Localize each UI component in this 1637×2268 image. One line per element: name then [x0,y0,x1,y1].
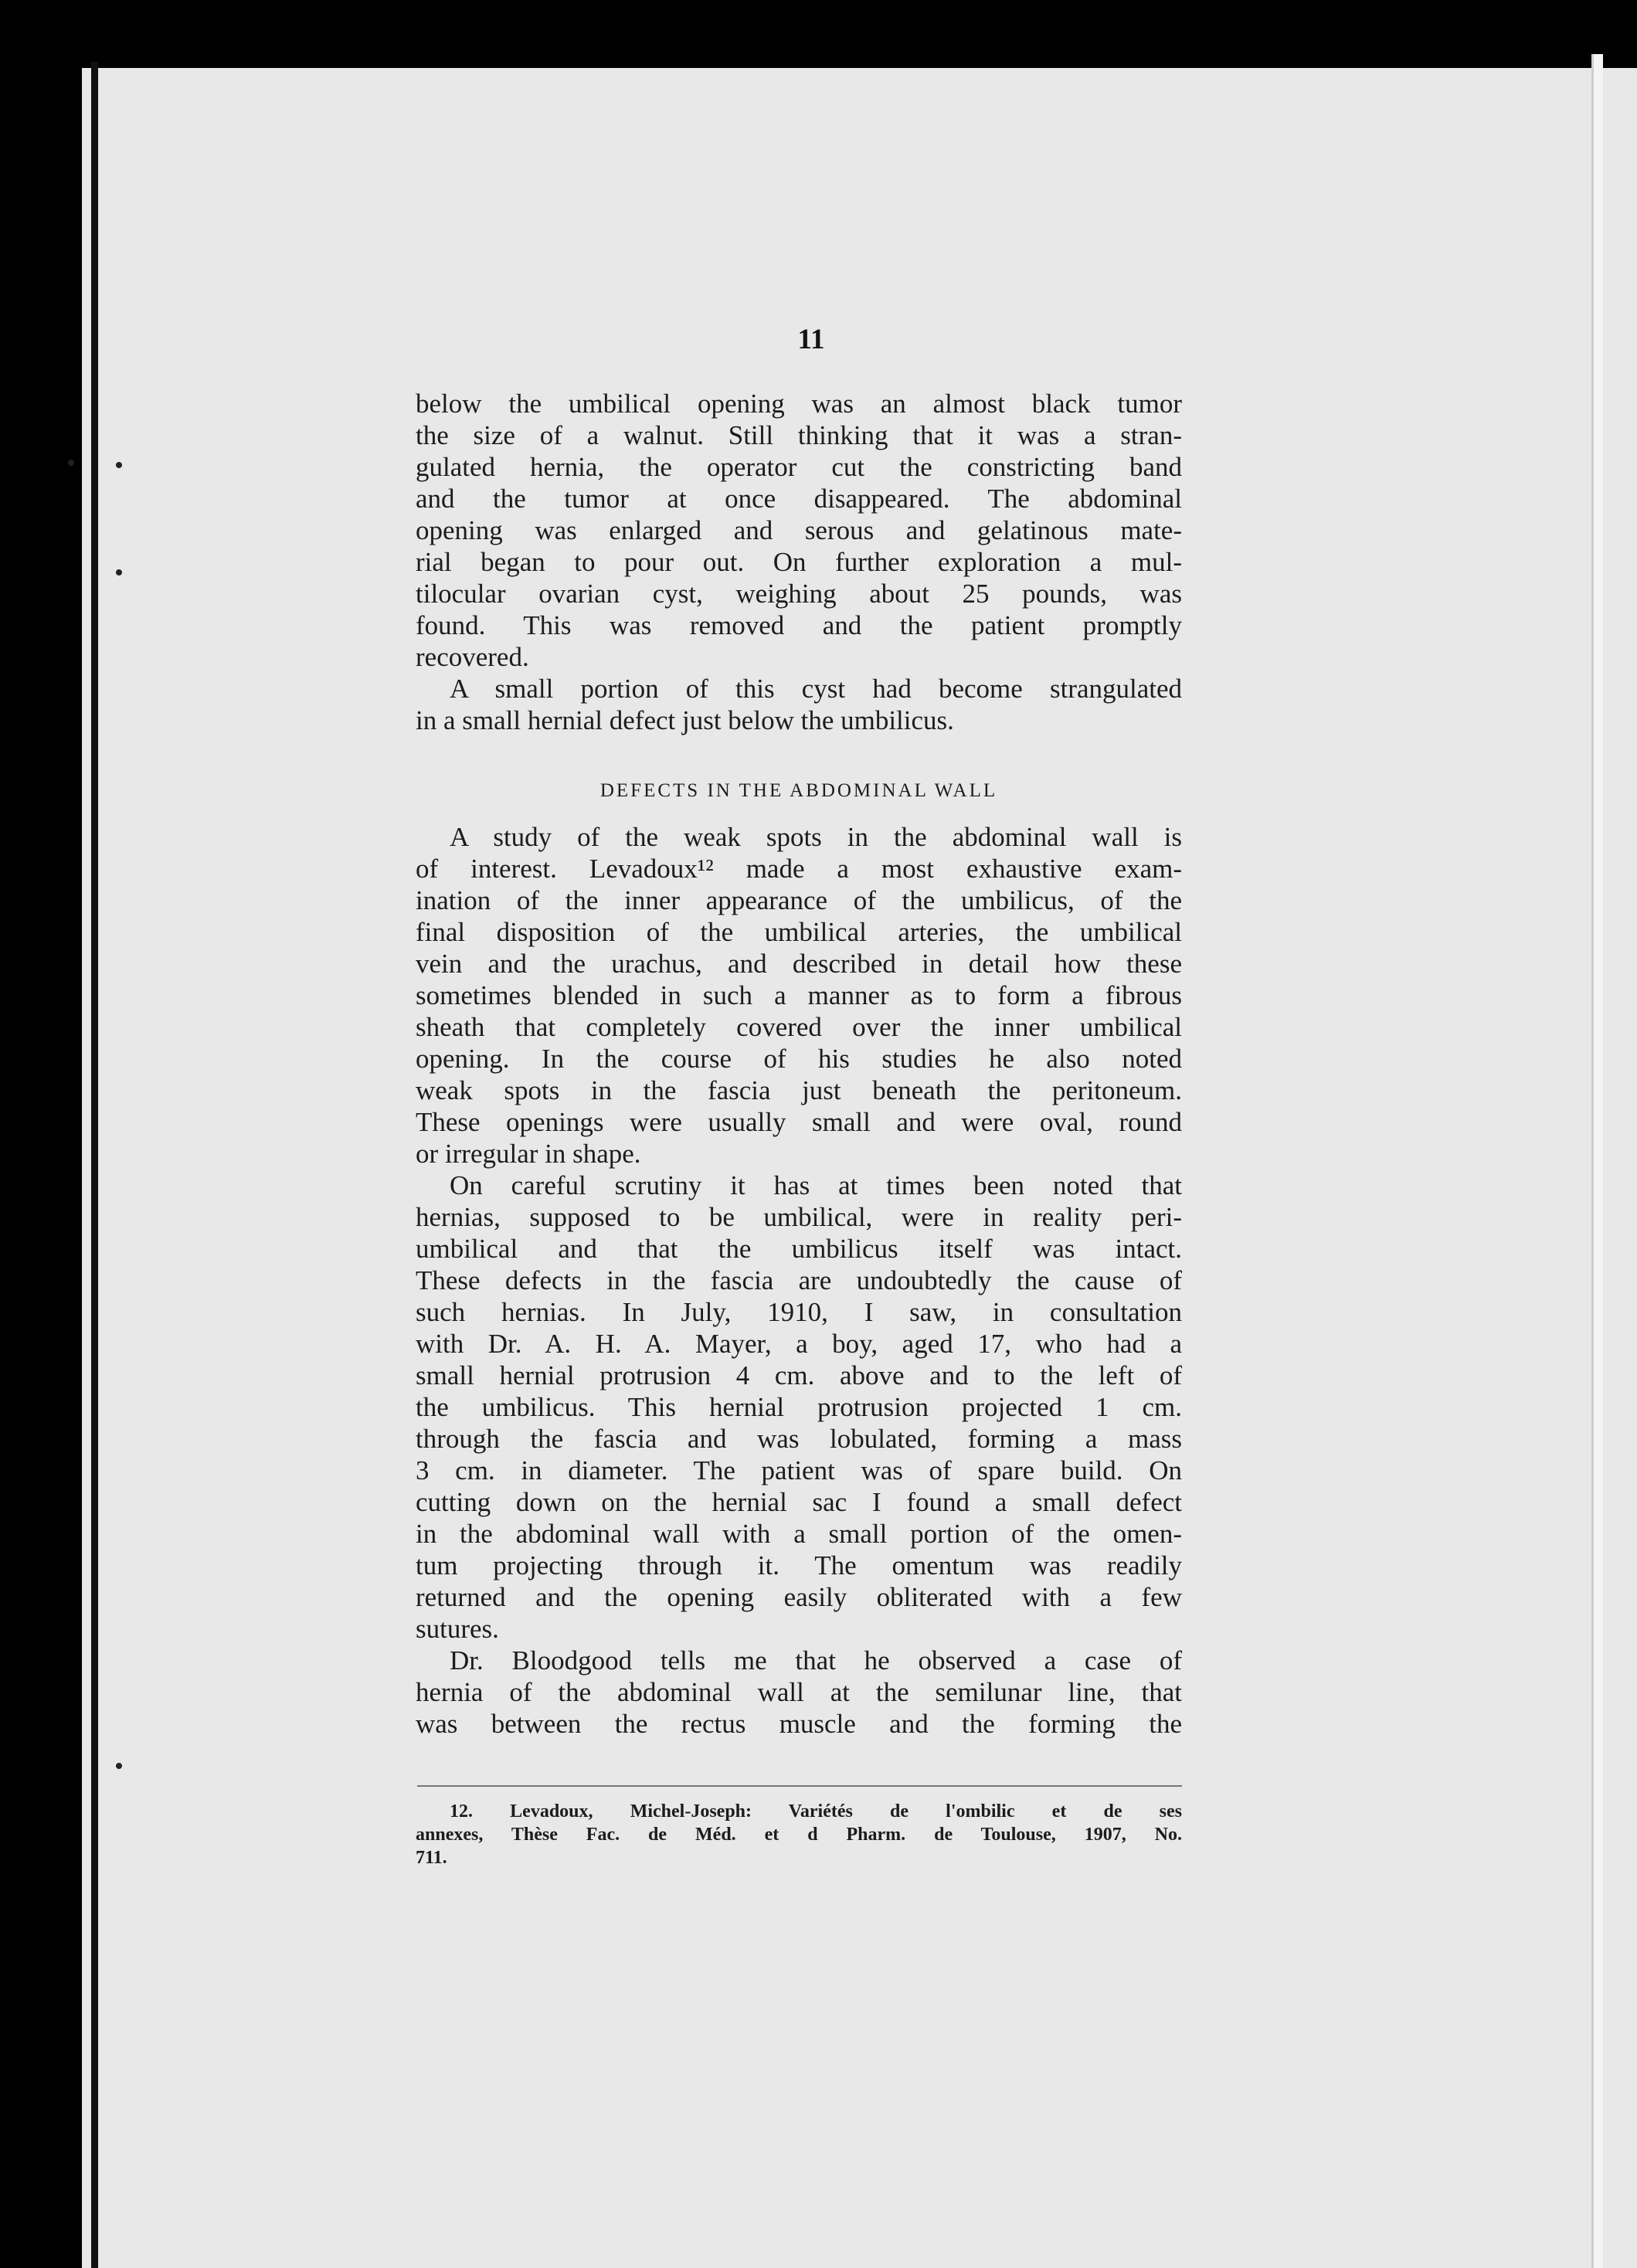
scan-left-border [0,46,82,2268]
paragraph-1 [416,388,1182,673]
text-line: vein and the urachus, and described in detail how these [416,949,1182,979]
footnote-line: 711. [416,1848,447,1868]
paragraph-5 [416,1645,1182,1740]
text-line: These openings were usually small and were oval, round [416,1107,1182,1137]
page-right-edge [1591,54,1603,2268]
text-line: small hernial protrusion 4 cm. above and to the left of [416,1360,1182,1390]
scan-top-border [0,0,1637,68]
text-line: returned and the opening easily obliterated with a few [416,1582,1182,1612]
text-line: such hernias. In July, 1910, I saw, in consultation [416,1297,1182,1327]
paragraph-4 [416,1170,1182,1645]
text-line: was between the rectus muscle and the forming the [416,1709,1182,1739]
text-line: below the umbilical opening was an almost black tumor [416,389,1182,419]
text-line: of interest. Levadoux¹² made a most exhaustive exam- [416,854,1182,884]
text-line: A small portion of this cyst had become strangulated [450,674,1182,704]
text-line: tilocular ovarian cyst, weighing about 25 pounds, was [416,579,1182,609]
text-line: hernias, supposed to be umbilical, were in reality peri- [416,1202,1182,1232]
text-line: with Dr. A. H. A. Mayer, a boy, aged 17, who had a [416,1329,1182,1359]
text-line: in a small hernial defect just below the umbilicus. [416,705,954,735]
margin-mark [68,460,74,466]
text-line: gulated hernia, the operator cut the constricting band [416,452,1182,482]
footnote [416,1800,1182,1869]
margin-mark [116,462,122,468]
text-line: tum projecting through it. The omentum was readily [416,1550,1182,1580]
text-line: through the fascia and was lobulated, forming a mass [416,1424,1182,1454]
text-line: found. This was removed and the patient promptly [416,610,1182,640]
footnote-line: 12. Levadoux, Michel-Joseph: Variétés de l'ombilic et de ses [450,1801,1182,1822]
text-line: A study of the weak spots in the abdominal wall is [450,822,1182,852]
text-line: the umbilicus. This hernial protrusion projected 1 cm. [416,1392,1182,1422]
text-line: in the abdominal wall with a small portion of the omen- [416,1519,1182,1549]
text-line: opening was enlarged and serous and gelatinous mate- [416,515,1182,545]
text-line: weak spots in the fascia just beneath the peritoneum. [416,1075,1182,1105]
body-text [416,388,1182,1740]
text-line: Dr. Bloodgood tells me that he observed a case of [450,1645,1182,1676]
paragraph-3 [416,821,1182,1170]
margin-mark [116,569,122,575]
text-line: ination of the inner appearance of the umbilicus, of the [416,885,1182,915]
text-line: the size of a walnut. Still thinking that it was a stran- [416,420,1182,450]
footnote-rule [417,1785,1182,1787]
text-line: sutures. [416,1614,499,1644]
text-line: hernia of the abdominal wall at the semilunar line, that [416,1677,1182,1707]
text-line: sometimes blended in such a manner as to form a fibrous [416,980,1182,1010]
text-line: sheath that completely covered over the inner umbilical [416,1012,1182,1042]
page-left-edge [91,62,98,2268]
margin-mark [116,1763,122,1769]
text-line: umbilical and that the umbilicus itself was intact. [416,1234,1182,1264]
page-number: 11 [797,324,825,355]
text-line: 3 cm. in diameter. The patient was of spare build. On [416,1455,1182,1485]
text-line: On careful scrutiny it has at times been noted that [450,1170,1182,1200]
text-line: These defects in the fascia are undoubtedly the cause of [416,1265,1182,1295]
text-line: or irregular in shape. [416,1139,641,1169]
text-line: final disposition of the umbilical arteries, the umbilical [416,917,1182,947]
paragraph-2 [416,673,1182,736]
text-line: cutting down on the hernial sac I found a small defect [416,1487,1182,1517]
text-line: opening. In the course of his studies he also noted [416,1044,1182,1074]
footnote-line: annexes, Thèse Fac. de Méd. et d Pharm. de Toulouse, 1907, No. [416,1825,1182,1845]
text-line: and the tumor at once disappeared. The abdominal [416,484,1182,514]
text-line: recovered. [416,642,529,672]
section-heading: DEFECTS IN THE ABDOMINAL WALL [599,780,998,801]
text-line: rial began to pour out. On further exploration a mul- [416,547,1182,577]
